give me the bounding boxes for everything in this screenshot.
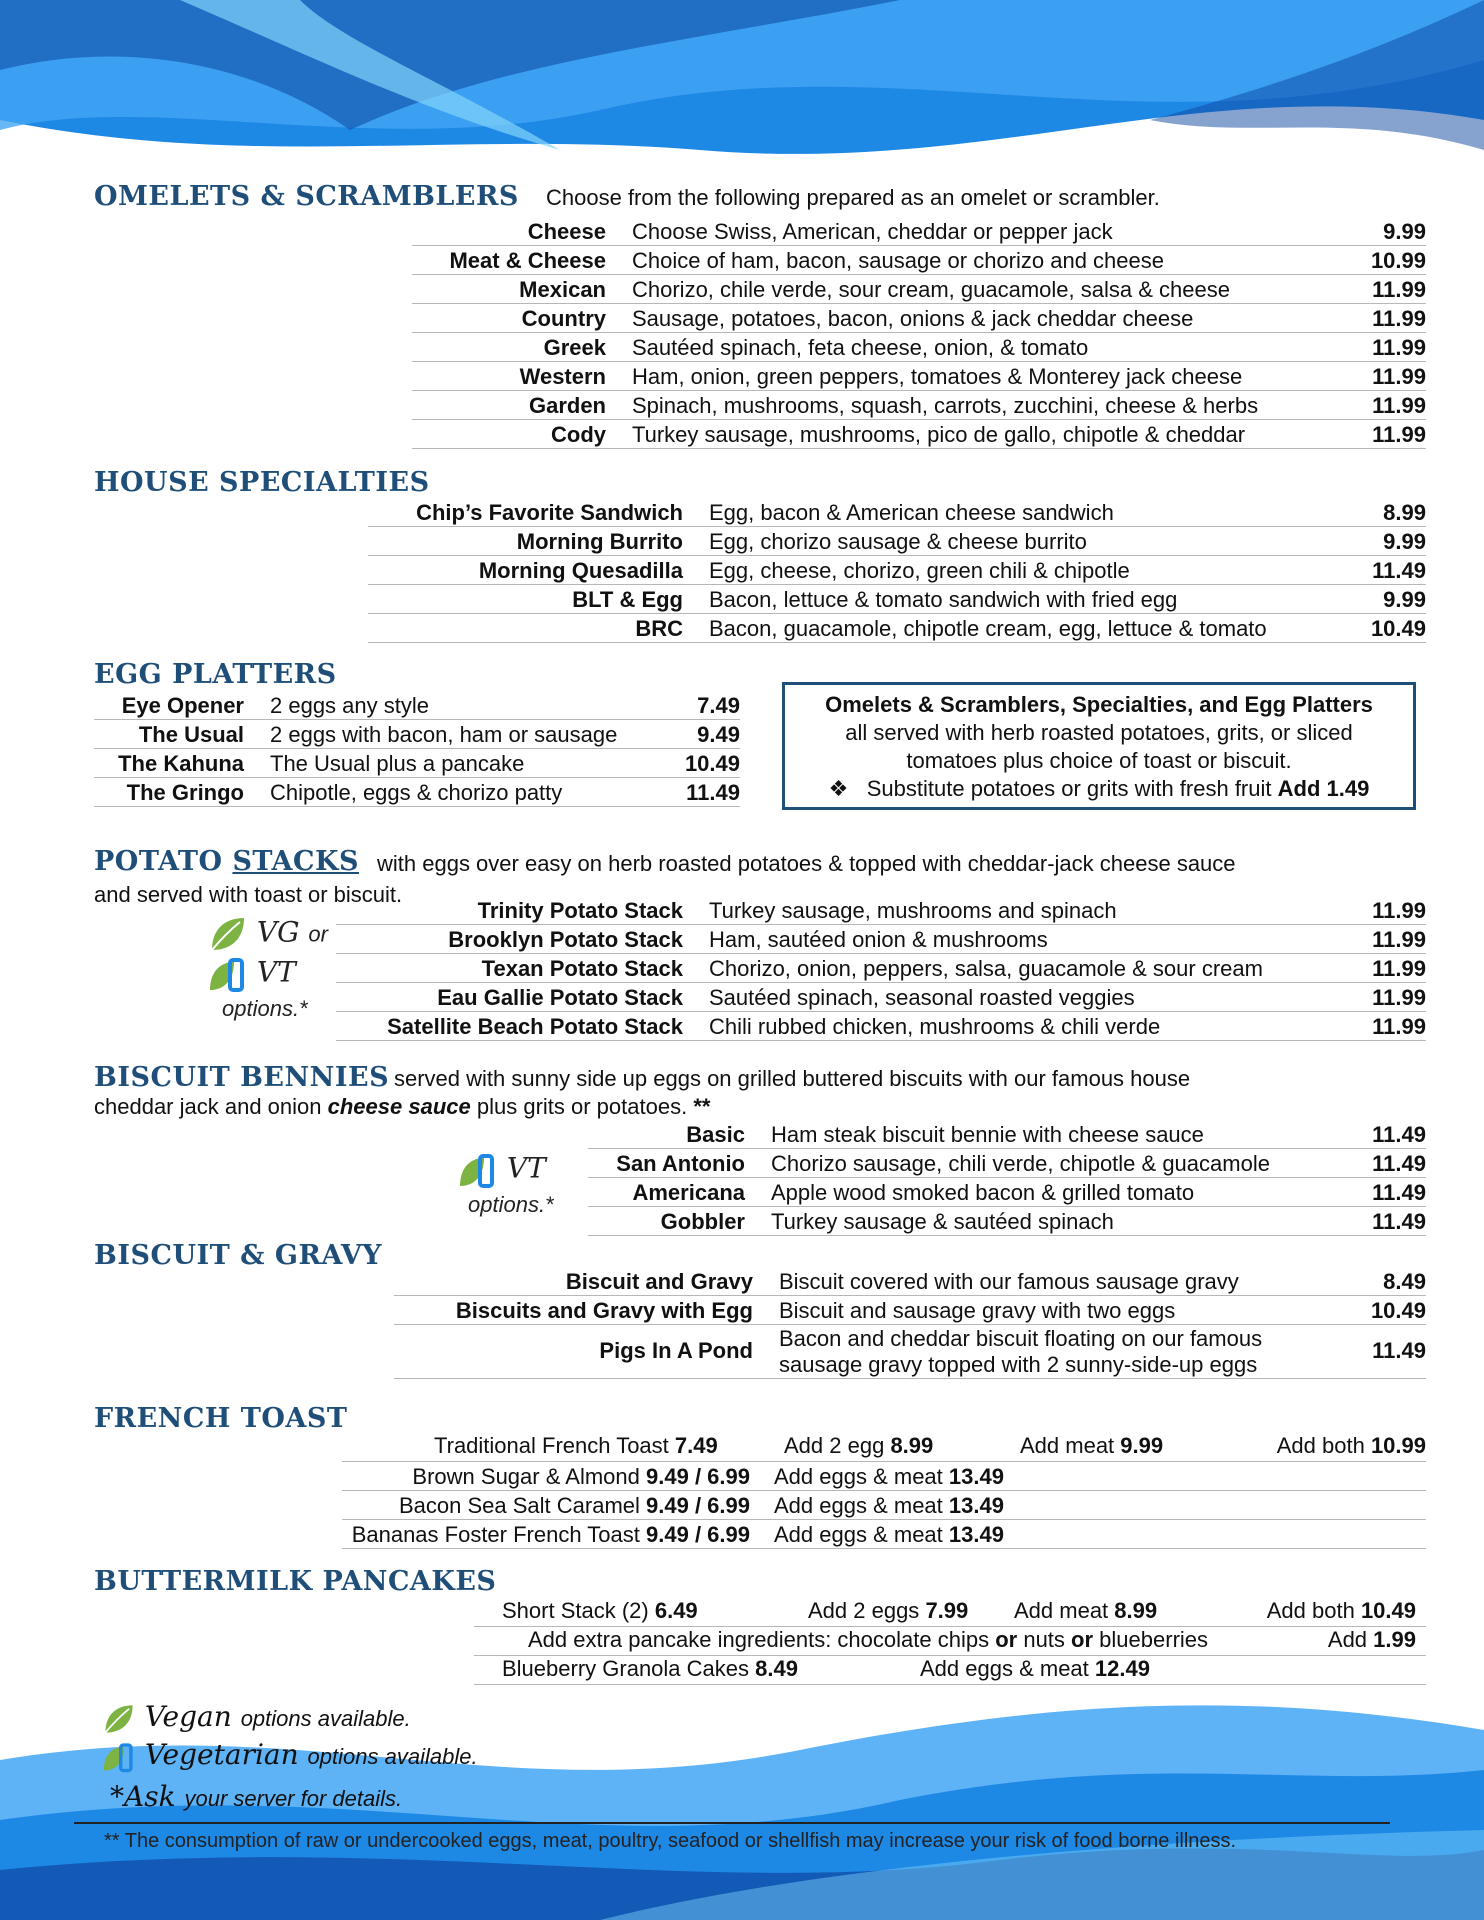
- menu-item-name: Biscuit and Gravy: [394, 1266, 779, 1295]
- menu-item-price: 11.49: [1344, 1119, 1426, 1148]
- french-toast-table: [342, 1432, 1426, 1549]
- granola-add-price: 12.49: [1094, 1655, 1150, 1681]
- ask-word: *Ask: [110, 1780, 176, 1813]
- menu-item-row: [412, 390, 1426, 419]
- house-specialties-title: HOUSE SPECIALTIES: [94, 467, 430, 498]
- served-box-line3: tomatoes plus choice of toast or biscuit.: [906, 748, 1292, 773]
- menu-item-price: 11.99: [1344, 1011, 1426, 1040]
- menu-item-row: [94, 748, 740, 777]
- ask-server-legend: [110, 1780, 402, 1813]
- menu-item-desc: Apple wood smoked bacon & grilled tomato: [771, 1177, 1344, 1206]
- egg-platters-table: [94, 690, 740, 807]
- food-safety-footnote: ** The consumption of raw or undercooked eggs, meat, poultry, seafood or shellfish may increase your risk of food borne illness.: [104, 1830, 1237, 1852]
- menu-item-name: Basic: [588, 1119, 771, 1148]
- french-toast-label: Bananas Foster French Toast: [351, 1521, 640, 1547]
- menu-item-desc: Turkey sausage, mushrooms and spinach: [709, 895, 1344, 924]
- options-label: options.*: [468, 1192, 554, 1217]
- granola-add-label: Add eggs & meat: [920, 1655, 1089, 1681]
- menu-item-name: Country: [412, 303, 632, 332]
- french-toast-price: 9.49 / 6.99: [646, 1463, 750, 1489]
- vegetarian-word: Vegetarian: [144, 1738, 299, 1771]
- menu-item-desc: Sautéed spinach, feta cheese, onion, & tomato: [632, 332, 1334, 361]
- served-box-line2: all served with herb roasted potatoes, grits, or sliced: [845, 720, 1353, 745]
- menu-item-name: Morning Quesadilla: [368, 555, 709, 584]
- menu-item-price: 11.99: [1344, 895, 1426, 924]
- menu-item-name: Eye Opener: [94, 690, 270, 719]
- biscuit-gravy-title: BISCUIT & GRAVY: [94, 1240, 383, 1271]
- add-meat-label: Add meat: [1020, 1432, 1115, 1458]
- addon-price: 13.49: [948, 1492, 1004, 1518]
- french-toast-label: Bacon Sea Salt Caramel: [398, 1492, 640, 1518]
- menu-item-price: 11.99: [1334, 419, 1426, 448]
- menu-item-desc: Ham, onion, green peppers, tomatoes & Monterey jack cheese: [632, 361, 1334, 390]
- menu-item-price: 10.49: [1344, 613, 1426, 642]
- menu-item-row: [412, 303, 1426, 332]
- add-both-price: 10.99: [1370, 1432, 1426, 1458]
- menu-item-desc: Choice of ham, bacon, sausage or chorizo and cheese: [632, 245, 1334, 274]
- omelets-description: Choose from the following prepared as an omelet or scrambler.: [546, 185, 1160, 210]
- vegan-word: Vegan: [144, 1700, 232, 1733]
- french-toast-item: [342, 1490, 774, 1519]
- traditional-price: 7.49: [674, 1432, 718, 1458]
- bennies-description-1: served with sunny side up eggs on grilled buttered biscuits with our famous house: [394, 1066, 1191, 1091]
- menu-item-name: Morning Burrito: [368, 526, 709, 555]
- menu-item-desc: Chili rubbed chicken, mushrooms & chili verde: [709, 1011, 1344, 1040]
- menu-item-row: [368, 526, 1426, 555]
- addon-price: 13.49: [948, 1463, 1004, 1489]
- menu-item-desc: Choose Swiss, American, cheddar or pepper jack: [632, 216, 1334, 245]
- french-toast-item: [342, 1519, 774, 1548]
- add-meat-price: 9.99: [1120, 1432, 1164, 1458]
- biscuit-bennies-title: BISCUIT BENNIES: [94, 1062, 390, 1093]
- or-label: or: [308, 921, 328, 947]
- menu-item-desc: [779, 1324, 1344, 1378]
- cheese-sauce-emphasis: cheese sauce: [327, 1094, 471, 1119]
- menu-item-row: [368, 555, 1426, 584]
- menu-item-name: Greek: [412, 332, 632, 361]
- menu-item-desc: Ham steak biscuit bennie with cheese sauce: [771, 1119, 1344, 1148]
- vt-label: VT: [256, 955, 296, 989]
- menu-item-desc: The Usual plus a pancake: [270, 748, 668, 777]
- traditional-label: Traditional French Toast: [434, 1432, 669, 1458]
- french-toast-item: [342, 1461, 774, 1490]
- substitute-price: Add 1.49: [1277, 776, 1370, 801]
- french-toast-row: [342, 1432, 1426, 1461]
- french-toast-row: [342, 1519, 1426, 1548]
- menu-item-name: Chip’s Favorite Sandwich: [368, 497, 709, 526]
- menu-item-price: 11.49: [1344, 1148, 1426, 1177]
- menu-item-price: 8.99: [1344, 497, 1426, 526]
- menu-item-name: Americana: [588, 1177, 771, 1206]
- menu-item-row: [94, 690, 740, 719]
- served-with-info-box: [782, 682, 1416, 810]
- menu-item-price: 10.49: [668, 748, 740, 777]
- menu-item-desc: Chorizo, chile verde, sour cream, guacamole, salsa & cheese: [632, 274, 1334, 303]
- vegetarian-bottle-icon: [458, 1150, 498, 1190]
- french-toast-row: [342, 1461, 1426, 1490]
- menu-item-row: [588, 1206, 1426, 1235]
- extra-ingredients-text: Add extra pancake ingredients: chocolate chips: [528, 1626, 990, 1652]
- egg-platters-title: EGG PLATTERS: [94, 659, 337, 690]
- pancake-row: [474, 1655, 1426, 1684]
- menu-item-price: 11.99: [1344, 953, 1426, 982]
- menu-item-desc: Egg, cheese, chorizo, green chili & chipotle: [709, 555, 1344, 584]
- served-box-line1: Omelets & Scramblers, Specialties, and Egg Platters: [825, 692, 1373, 717]
- menu-item-price: 11.99: [1334, 361, 1426, 390]
- menu-item-row: [394, 1324, 1426, 1378]
- menu-item-name: San Antonio: [588, 1148, 771, 1177]
- menu-item-desc: 2 eggs with bacon, ham or sausage: [270, 719, 668, 748]
- french-toast-title: FRENCH TOAST: [94, 1403, 348, 1434]
- french-toast-price: 9.49 / 6.99: [646, 1492, 750, 1518]
- menu-item-desc: 2 eggs any style: [270, 690, 668, 719]
- menu-item-desc: Bacon, lettuce & tomato sandwich with fried egg: [709, 584, 1344, 613]
- menu-item-row: [588, 1177, 1426, 1206]
- menu-item-desc: Spinach, mushrooms, squash, carrots, zucchini, cheese & herbs: [632, 390, 1334, 419]
- menu-item-name: BRC: [368, 613, 709, 642]
- menu-item-price: 10.99: [1334, 245, 1426, 274]
- menu-item-desc-line: sausage gravy topped with 2 sunny-side-up eggs: [779, 1351, 1258, 1377]
- menu-item-name: BLT & Egg: [368, 584, 709, 613]
- blueberries-text: blueberries: [1099, 1626, 1209, 1652]
- menu-item-row: [94, 719, 740, 748]
- menu-item-desc: Chorizo sausage, chili verde, chipotle & guacamole: [771, 1148, 1344, 1177]
- menu-item-desc: Turkey sausage, mushrooms, pico de gallo, chipotle & cheddar: [632, 419, 1334, 448]
- bennies-desc-part-c: plus grits or potatoes.: [476, 1094, 688, 1119]
- menu-item-price: 11.99: [1344, 982, 1426, 1011]
- or-word: or: [995, 1626, 1018, 1652]
- menu-item-price: 11.49: [1344, 555, 1426, 584]
- menu-item-price: 11.99: [1334, 274, 1426, 303]
- vegetarian-bottle-icon: [102, 1740, 136, 1774]
- addon-label: Add eggs & meat: [774, 1521, 943, 1547]
- menu-item-price: 11.49: [1344, 1206, 1426, 1235]
- vegan-rest: options available.: [240, 1706, 411, 1731]
- menu-item-row: [94, 777, 740, 806]
- menu-item-name: Gobbler: [588, 1206, 771, 1235]
- bennies-footnote-mark: **: [693, 1094, 711, 1119]
- french-toast-label: Brown Sugar & Almond: [412, 1463, 640, 1489]
- menu-item-desc: Chipotle, eggs & chorizo patty: [270, 777, 668, 806]
- menu-item-desc: Ham, sautéed onion & mushrooms: [709, 924, 1344, 953]
- options-label: options.*: [222, 996, 308, 1021]
- menu-item-price: 7.49: [668, 690, 740, 719]
- nuts-text: nuts: [1023, 1626, 1065, 1652]
- pancakes-table: [474, 1597, 1426, 1685]
- menu-item-name: The Kahuna: [94, 748, 270, 777]
- menu-item-row: [412, 361, 1426, 390]
- menu-item-row: [412, 216, 1426, 245]
- vegetarian-bottle-icon: [208, 954, 248, 994]
- menu-item-desc: Biscuit covered with our famous sausage gravy: [779, 1266, 1344, 1295]
- french-toast-addon: [774, 1461, 1426, 1490]
- short-stack-price: 6.49: [654, 1597, 698, 1623]
- menu-item-desc: Egg, chorizo sausage & cheese burrito: [709, 526, 1344, 555]
- vt-options-badge: [458, 1150, 554, 1220]
- add-eggs-price: 7.99: [925, 1597, 969, 1623]
- potato-description-2: and served with toast or biscuit.: [94, 882, 403, 907]
- menu-item-desc: Sausage, potatoes, bacon, onions & jack cheddar cheese: [632, 303, 1334, 332]
- menu-item-name: Eau Gallie Potato Stack: [336, 982, 709, 1011]
- menu-item-price: 11.49: [1344, 1177, 1426, 1206]
- granola-price: 8.49: [755, 1655, 798, 1681]
- biscuit-bennies-table: [588, 1119, 1426, 1236]
- vg-label: VG: [256, 915, 300, 949]
- menu-item-price: 9.99: [1344, 584, 1426, 613]
- vegan-leaf-icon: [208, 914, 248, 954]
- menu-item-name: Texan Potato Stack: [336, 953, 709, 982]
- substitute-text: Substitute potatoes or grits with fresh fruit: [866, 776, 1272, 801]
- add-egg-price: 8.99: [890, 1432, 934, 1458]
- menu-item-price: 8.49: [1344, 1266, 1426, 1295]
- menu-item-price: 9.99: [1334, 216, 1426, 245]
- menu-item-name: Meat & Cheese: [412, 245, 632, 274]
- menu-item-row: [412, 419, 1426, 448]
- pancake-row: [474, 1626, 1426, 1655]
- extra-add-price: 1.99: [1373, 1626, 1416, 1652]
- menu-item-price: 11.49: [668, 777, 740, 806]
- menu-item-name: Cheese: [412, 216, 632, 245]
- add-egg-label: Add 2 egg: [784, 1432, 885, 1458]
- add-meat-price: 8.99: [1114, 1597, 1158, 1623]
- addon-label: Add eggs & meat: [774, 1492, 943, 1518]
- menu-item-desc-line: Bacon and cheddar biscuit floating on our famous: [779, 1325, 1263, 1351]
- menu-item-row: [588, 1119, 1426, 1148]
- omelets-table: [412, 216, 1426, 449]
- menu-item-price: 11.49: [1344, 1324, 1426, 1378]
- menu-item-price: 11.99: [1344, 924, 1426, 953]
- extra-add-label: Add: [1327, 1626, 1368, 1652]
- top-wave-decoration: [0, 0, 1484, 175]
- add-eggs-label: Add 2 eggs: [808, 1597, 920, 1623]
- menu-item-row: [412, 274, 1426, 303]
- potato-stacks-table: [336, 895, 1426, 1041]
- short-stack-label: Short Stack (2): [502, 1597, 649, 1623]
- bennies-desc-part-a: cheddar jack and onion: [94, 1094, 322, 1119]
- menu-item-price: 10.49: [1344, 1295, 1426, 1324]
- vegetarian-rest: options available.: [307, 1744, 478, 1769]
- potato-title-word1: POTATO: [94, 846, 223, 877]
- potato-stacks-title: [94, 846, 359, 877]
- french-toast-addon: [774, 1519, 1426, 1548]
- or-word: or: [1071, 1626, 1094, 1652]
- menu-item-name: Western: [412, 361, 632, 390]
- biscuit-gravy-table: [394, 1266, 1426, 1379]
- vegan-legend: [102, 1700, 411, 1736]
- menu-item-name: Trinity Potato Stack: [336, 895, 709, 924]
- addon-price: 13.49: [948, 1521, 1004, 1547]
- menu-item-name: The Usual: [94, 719, 270, 748]
- menu-item-name: Satellite Beach Potato Stack: [336, 1011, 709, 1040]
- french-toast-row: [342, 1490, 1426, 1519]
- menu-item-name: The Gringo: [94, 777, 270, 806]
- menu-item-name: Brooklyn Potato Stack: [336, 924, 709, 953]
- menu-item-name: Pigs In A Pond: [394, 1324, 779, 1378]
- menu-item-name: Garden: [412, 390, 632, 419]
- menu-item-row: [336, 1011, 1426, 1040]
- menu-item-row: [394, 1266, 1426, 1295]
- menu-item-row: [394, 1295, 1426, 1324]
- menu-item-name: Cody: [412, 419, 632, 448]
- diamond-bullet-icon: ❖: [828, 776, 849, 801]
- menu-item-price: 11.99: [1334, 332, 1426, 361]
- granola-label: Blueberry Granola Cakes: [502, 1655, 750, 1681]
- menu-item-row: [412, 332, 1426, 361]
- menu-item-desc: Sautéed spinach, seasonal roasted veggies: [709, 982, 1344, 1011]
- menu-item-row: [336, 982, 1426, 1011]
- addon-label: Add eggs & meat: [774, 1463, 943, 1489]
- menu-item-price: 9.49: [668, 719, 740, 748]
- add-meat-label: Add meat: [1014, 1597, 1109, 1623]
- pancake-row: [474, 1597, 1426, 1626]
- menu-item-row: [368, 497, 1426, 526]
- menu-item-row: [368, 613, 1426, 642]
- house-specialties-table: [368, 497, 1426, 643]
- menu-item-desc: Chorizo, onion, peppers, salsa, guacamole & sour cream: [709, 953, 1344, 982]
- vt-label: VT: [506, 1151, 546, 1185]
- ask-rest: your server for details.: [184, 1786, 403, 1811]
- menu-item-desc: Biscuit and sausage gravy with two eggs: [779, 1295, 1344, 1324]
- potato-description-1: with eggs over easy on herb roasted potatoes & topped with cheddar-jack cheese sauce: [377, 851, 1236, 876]
- menu-item-row: [412, 245, 1426, 274]
- menu-item-price: 9.99: [1344, 526, 1426, 555]
- buttermilk-pancakes-title: BUTTERMILK PANCAKES: [94, 1566, 497, 1597]
- potato-title-word2: STACKS: [232, 846, 359, 877]
- menu-item-row: [336, 953, 1426, 982]
- menu-item-row: [336, 895, 1426, 924]
- french-toast-price: 9.49 / 6.99: [646, 1521, 750, 1547]
- add-both-label: Add both: [1266, 1597, 1355, 1623]
- menu-item-price: 11.99: [1334, 390, 1426, 419]
- footer-divider: [74, 1822, 1390, 1824]
- menu-item-row: [588, 1148, 1426, 1177]
- menu-item-desc: Egg, bacon & American cheese sandwich: [709, 497, 1344, 526]
- vegetarian-legend: [102, 1738, 478, 1774]
- menu-item-name: Biscuits and Gravy with Egg: [394, 1295, 779, 1324]
- vg-vt-options-badge: [208, 914, 328, 1024]
- menu-item-name: Mexican: [412, 274, 632, 303]
- bennies-description-2: [94, 1094, 710, 1120]
- menu-item-desc: Turkey sausage & sautéed spinach: [771, 1206, 1344, 1235]
- french-toast-addon: [774, 1490, 1426, 1519]
- omelets-title: OMELETS & SCRAMBLERS: [94, 181, 519, 212]
- add-both-label: Add both: [1276, 1432, 1365, 1458]
- add-both-price: 10.49: [1360, 1597, 1416, 1623]
- menu-item-desc: Bacon, guacamole, chipotle cream, egg, lettuce & tomato: [709, 613, 1344, 642]
- menu-item-price: 11.99: [1334, 303, 1426, 332]
- vegan-leaf-icon: [102, 1702, 136, 1736]
- menu-item-row: [368, 584, 1426, 613]
- menu-item-row: [336, 924, 1426, 953]
